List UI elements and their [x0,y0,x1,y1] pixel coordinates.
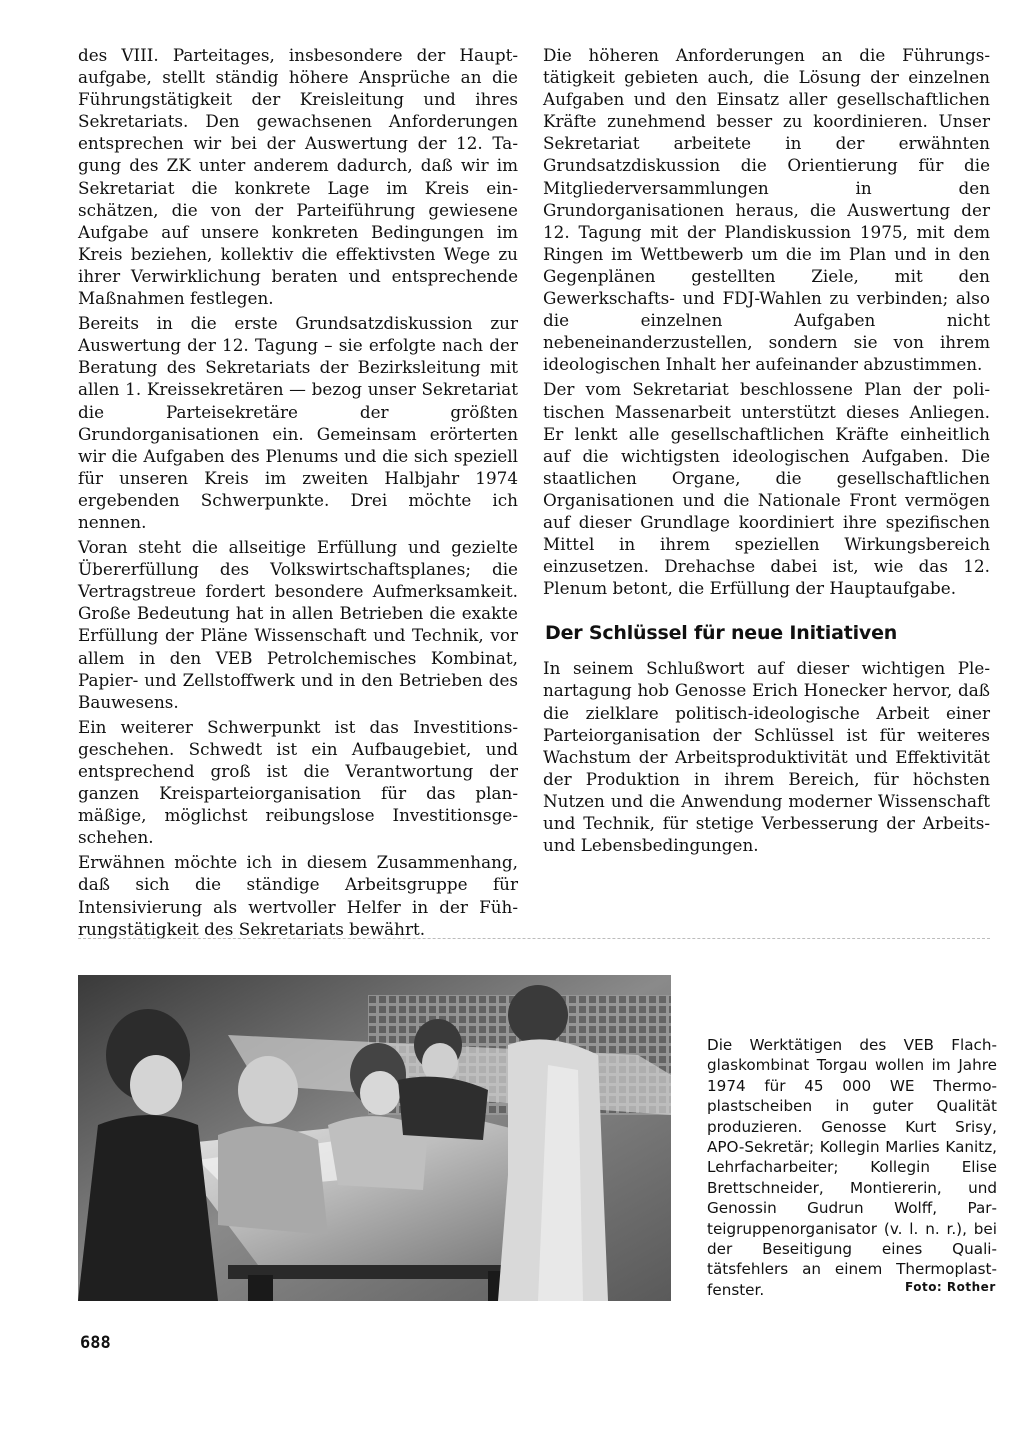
section-heading: Der Schlüssel für neue Initiativen [545,622,898,645]
photo-credit: Foto: Rother [905,1280,996,1294]
paragraph: des VIII. Parteitages, insbesondere der Hauptaufgabe, stellt ständig höhere Ansprüche an die Führungstätigkeit der Kreisleitung und ihres Sekretariats. Den gewachsenen Anforderungen entsprechen wir bei der Auswertung der 12. Tagung des ZK unter anderem dadurch, daß wir im Sekretariat die konkrete Lage im Kreis einschätzen, die von der Parteiführung gewiesene Aufgabe auf unsere konkreten Bedingungen im Kreis beziehen, kollektiv die effektivsten Wege zu ihrer Verwirklichung beraten und entsprechende Maßnahmen festlegen. [78,45,518,309]
paragraph: Voran steht die allseitige Erfüllung und gezielte Übererfüllung des Volkswirtschaftsplanes; die Vertragstreue fordert besondere Aufmerksamkeit. Große Bedeutung hat in allen Betrieben die exakte Erfüllung der Pläne Wissenschaft und Technik, vor allem in den VEB Petrolchemisches Kombinat, Papier- und Zellstoffwerk und in den Betrieben des Bauwesens. [78,537,518,712]
left-column [78,44,518,943]
paragraph: Der vom Sekretariat beschlossene Plan der politischen Massenarbeit unterstützt dieses Anliegen. Er lenkt alle gesellschaftlichen Kräfte einheitlich auf die wichtigsten ideologischen Aufgaben. Die staatlichen Organe, die gesellschaftlichen Organisationen und die Nationale Front vermögen auf dieser Grundlage koordiniert ihre spezifischen Mittel in ihrem speziellen Wirkungsbereich einzusetzen. Drehachse dabei ist, wie das 12. Plenum betont, die Erfüllung der Hauptaufgabe. [543,379,990,599]
paragraph: Ein weiterer Schwerpunkt ist das Investitionsgeschehen. Schwedt ist ein Aufbaugebiet, und entsprechend groß ist die Verantwortung der ganzen Kreisparteiorganisation für das planmäßige, möglichst reibungslose Investitionsgeschehen. [78,716,518,848]
page-number: 688 [80,1333,111,1353]
paragraph: In seinem Schlußwort auf dieser wichtigen Plenartagung hob Genosse Erich Honecker hervor, daß die zielklare politisch-ideologische Arbeit einer Parteiorganisation der Schlüssel ist für weiteres Wachstum der Arbeitsproduktivität und Effektivität der Produktion in ihrem Bereich, für höchsten Nutzen und die Anwendung moderner Wissenschaft und Technik, für stetige Verbesserung der Arbeits- und Lebensbedingungen. [543,658,990,856]
photo-workers-glass-table [78,975,671,1301]
right-column [543,44,990,859]
paragraph: Erwähnen möchte ich in diesem Zusammenhang, daß sich die ständige Arbeitsgruppe für Intensivierung als wertvoller Helfer in der Führungstätigkeit des Sekretariats bewährt. [78,852,518,939]
paragraph: Die höheren Anforderungen an die Führungstätigkeit gebieten auch, die Lösung der einzelnen Aufgaben und den Einsatz aller gesellschaftlichen Kräfte zunehmend besser zu koordinieren. Unser Sekretariat arbeitete in der erwähnten Grundsatzdiskussion die Orientierung für die Mitgliederversammlungen in den Grundorganisationen heraus, die Auswertung der 12. Tagung mit der Plandiskussion 1975, mit dem Ringen im Wettbewerb um die im Plan und in den Gegenplänen gestellten Ziele, mit den Gewerkschafts- und FDJ-Wahlen zu verbinden; also die einzelnen Aufgaben nicht nebeneinanderzustellen, sondern sie von ihrem ideologischen Inhalt her aufeinander abzustimmen. [543,45,990,375]
photo-caption: Die Werktätigen des VEB Flachglaskombinat Torgau wollen im Jahre 1974 für 45 000 WE Thermoplastscheiben in guter Qualität produzieren. Genosse Kurt Srisy, APO-Sekretär; Kollegin Marlies Kanitz, Lehrfacharbeiter; Kollegin Elise Brettschneider, Montiererin, und Genossin Gudrun Wolff, Parteigruppenorganisator (v. l. n. r.), bei der Beseitigung eines Qualitätsfehlers an einem Thermoplastfenster. [707,1036,997,1299]
paragraph: Bereits in die erste Grundsatzdiskussion zur Auswertung der 12. Tagung – sie erfolgte nach der Beratung des Sekretariats der Bezirksleitung mit allen 1. Kreissekretären — bezog unser Sekretariat die Parteisekretäre der größten Grundorganisationen ein. Gemeinsam erörterten wir die Aufgaben des Plenums und die sich speziell für unseren Kreis im zweiten Halbjahr 1974 ergebenden Schwerpunkte. Drei möchte ich nennen. [78,313,518,532]
divider [78,938,990,939]
